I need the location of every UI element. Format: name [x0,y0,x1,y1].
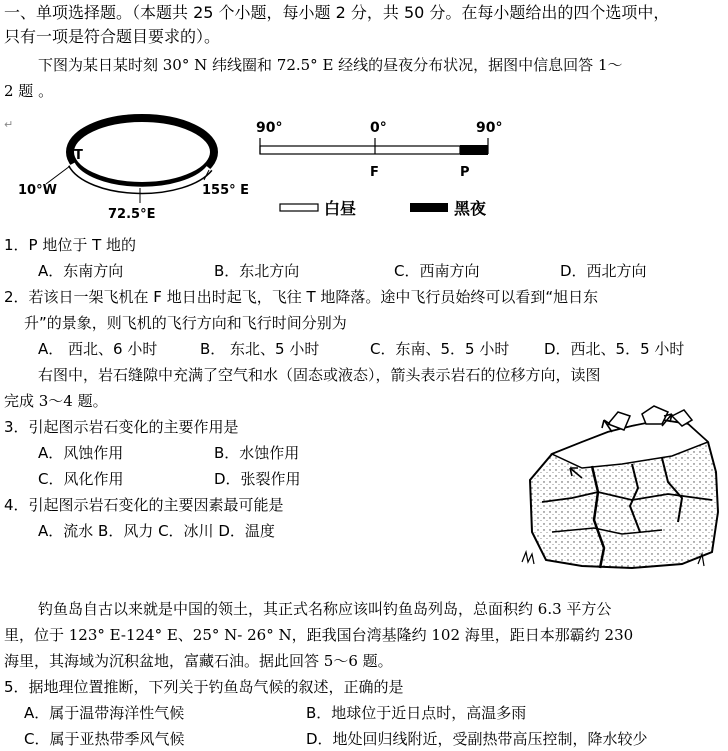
q3-option-d: D．张裂作用 [214,470,301,488]
q4-stem: 4．引起图示岩石变化的主要因素最可能是 [4,496,284,514]
q2-option-a: A． 西北、6 小时 [38,340,158,358]
label-10w: 10°W [18,183,57,198]
label-155e: 155° E [202,183,250,198]
q5-option-d: D．地处回归线附近，受副热带高压控制，降水较少 [306,730,648,748]
return-mark: ↵ [4,118,14,131]
day-bar [260,146,460,154]
q5-option-b: B．地球位于近日点时，高温多雨 [306,704,527,722]
q5-option-c: C．属于亚热带季风气候 [24,730,185,748]
q3-option-c: C．风化作用 [38,470,124,488]
label-f: F [370,165,379,180]
legend-day-swatch [280,204,318,211]
intro-q5-6-line1: 钓鱼岛自古以来就是中国的领土，其正式名称应该叫钓鱼岛列岛，总面积约 6.3 平方公 [38,600,612,618]
q3-stem: 3．引起图示岩石变化的主要作用是 [4,418,239,436]
q2-option-d: D．西北、5．5 小时 [544,340,685,358]
pointer-10w [46,166,70,184]
intro-q5-6-line2: 里，位于 123° E-124° E、25° N- 26° N，距我国台湾基隆约 102 海里，距日本那霸约 230 [4,626,634,644]
label-p: P [460,165,470,180]
q1-option-a: A．东南方向 [38,262,124,280]
label-0: 0° [370,120,387,136]
q5-option-a: A．属于温带海洋性气候 [24,704,185,722]
intro-q3-4-line1: 右图中，岩石缝隙中充满了空气和水（固态或液态），箭头表示岩石的位移方向，读图 [38,366,601,384]
q2-option-b: B． 东北、5 小时 [200,340,320,358]
label-72e: 72.5°E [108,207,156,222]
section-heading-line2: 只有一项是符合题目要求的）。 [4,27,221,46]
label-90-right: 90° [476,120,503,136]
q5-stem: 5．据地理位置推断，下列关于钓鱼岛气候的叙述，正确的是 [4,678,404,696]
q3-option-a: A．风蚀作用 [38,444,124,462]
day-arc-border [72,164,209,190]
rock-weathering-figure [512,402,724,578]
meridian-bar-figure [250,112,510,224]
label-t: T [74,148,83,163]
label-90-left: 90° [256,120,283,136]
intro-q3-4-line2: 完成 3～4 题。 [4,392,108,410]
latitude-circle-figure [4,108,254,228]
legend-night: 黑夜 [454,199,487,218]
q4-options: A．流水 B．风力 C．冰川 D．温度 [38,522,275,540]
q2-option-c: C．东南、5．5 小时 [370,340,510,358]
night-bar [460,145,488,155]
q1-option-d: D．西北方向 [560,262,647,280]
rock-fragment-2 [642,406,668,424]
q3-option-b: B．水蚀作用 [214,444,300,462]
q2-stem-line2: 升”的景象，则飞机的飞行方向和飞行时间分别为 [24,314,347,332]
intro-q1-2-line1: 下图为某日某时刻 30° N 纬线圈和 72.5° E 经线的昼夜分布状况，据图中信息回答 1～ [38,56,623,74]
legend-day: 白昼 [324,199,357,218]
q1-stem: 1．P 地位于 T 地的 [4,236,137,254]
legend-night-swatch [410,203,448,212]
q1-option-b: B．东北方向 [214,262,300,280]
section-heading-line1: 一、单项选择题。（本题共 25 个小题，每小题 2 分，共 50 分。在每小题给出的四个选项中， [4,3,670,22]
q2-stem-line1: 2．若该日一架飞机在 F 地日出时起飞，飞往 T 地降落。途中飞行员始终可以看到“旭日东 [4,288,599,306]
intro-q5-6-line3: 海里，其海域为沉积盆地，富藏石油。据此回答 5～6 题。 [4,652,393,670]
intro-q1-2-line2: 2 题 。 [4,82,54,100]
q1-option-c: C．西南方向 [394,262,480,280]
